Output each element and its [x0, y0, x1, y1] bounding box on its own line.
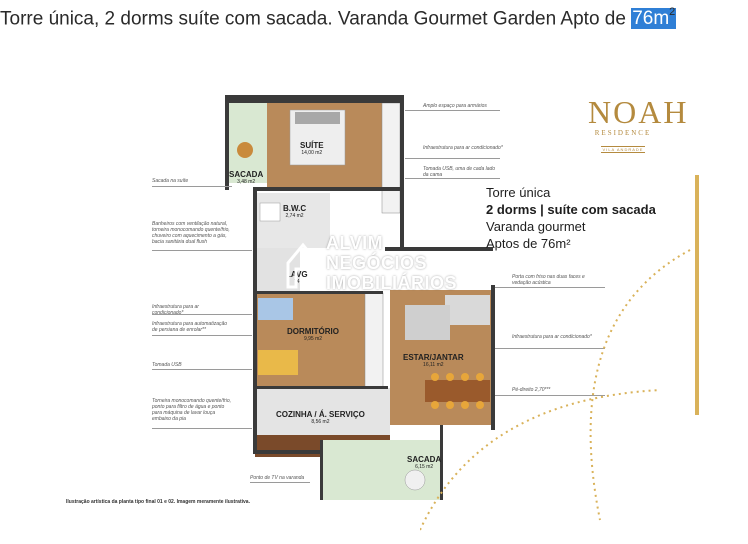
caption-superscript: 2 [669, 6, 676, 18]
house-logo-icon [286, 241, 320, 289]
room-cozinha-label: COZINHA / Á. SERVIÇO 8,56 m2 [276, 410, 365, 425]
room-dormitorio-label: DORMITÓRIO 9,95 m2 [287, 327, 339, 342]
suite-wardrobe [382, 103, 400, 213]
bwc-shower [260, 203, 280, 221]
note-left-3: Infraestrutura para ar condicionado* [152, 304, 199, 316]
info-line-4: Aptos de 76m² [486, 236, 571, 251]
dorm-wardrobe [365, 293, 383, 388]
note-left-5: Tomada USB [152, 362, 182, 368]
caption-text: Torre única, 2 dorms suíte com sacada. Varanda Gourmet Garden Apto de [0, 8, 632, 30]
dorm-bed-blue [258, 298, 293, 320]
logo-tag: VILA ANDRADE [602, 147, 644, 152]
room-suite-label: SUÍTE 14,00 m2 [300, 141, 324, 156]
info-line-3: Varanda gourmet [486, 219, 586, 234]
note-right-3: Tomada USB, uma de cada lado da cama [423, 166, 496, 178]
note-right-5: Infraestrutura para ar condicionado* [512, 334, 592, 340]
note-right-2: Infraestrutura para ar condicionado* [423, 145, 503, 151]
note-left-4: Infraestrutura para automatização de persiana de enrolar** [152, 321, 228, 333]
info-line-1: Torre única [486, 185, 551, 200]
room-sacada-suite-label: SACADA 3,48 m2 [229, 170, 264, 185]
note-right-1: Amplo espaço para armários [423, 103, 487, 109]
watermark-line-1: ALVIM [326, 233, 384, 253]
note-left-6: Torneira monocomando quente/frio, ponto para filtro de água e ponto para máquina de lavar louça embaixo da pia [152, 398, 232, 422]
room-estar-label: ESTAR/JANTAR 16,11 m2 [403, 353, 464, 368]
room-lvg-label: LAVG 74 [286, 270, 308, 285]
room-sacada-label: SACADA 6,15 m2 [407, 455, 442, 470]
note-right-6: Pé-direito 2,70*** [512, 387, 551, 393]
note-right-4: Porta com friso nas duas faces e vedação acústica [512, 274, 585, 286]
footer-disclaimer: Ilustração artística da planta tipo final 01 e 02. Imagem meramente ilustrativa. [66, 499, 250, 505]
note-bottom: Ponto de TV na varanda [250, 475, 305, 481]
listing-caption [0, 0, 748, 30]
info-line-2: 2 dorms | suíte com sacada [486, 202, 656, 217]
caption-area-highlight: $76m^2$ [632, 6, 676, 30]
logo-name: NOAH [588, 94, 689, 130]
watermark-line-2: NEGÓCIOS [326, 253, 428, 273]
suite-pillow [295, 112, 340, 124]
dorm-bed-yellow [258, 350, 298, 375]
note-left-2: Banheiros com ventilação natural, torneira monocomando quente/frio, chuveiro com aquecimento a gás, bacia sanitária dual flush [152, 221, 230, 245]
watermark-line-3: IMOBILIÁRIOS [326, 273, 457, 293]
noah-logo [588, 94, 689, 156]
room-bwc-label: B.W.C 2,74 m2 [283, 204, 307, 219]
decorative-dotted-arcs [420, 240, 740, 540]
sacada-suite-table [237, 142, 253, 158]
logo-sub: RESIDENCE [594, 129, 652, 137]
note-left-1: Sacada na suíte [152, 178, 189, 184]
agency-watermark [286, 233, 466, 295]
